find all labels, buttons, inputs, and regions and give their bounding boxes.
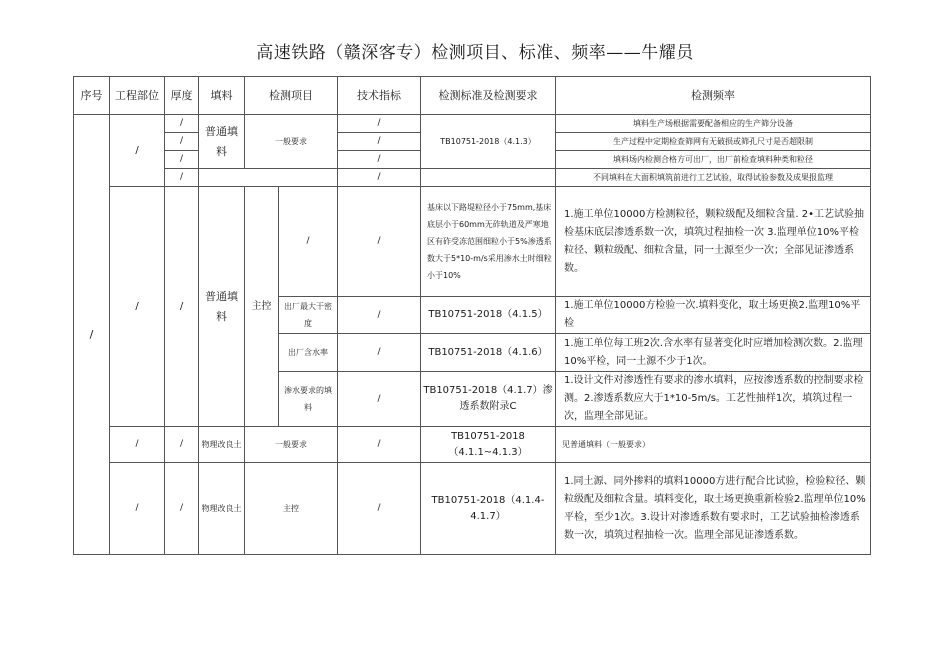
thickness-cell: / (165, 169, 199, 187)
standard-cell: TB10751-2018（4.1.3） (421, 115, 556, 169)
table-row (74, 187, 871, 297)
item-cell: 主控 (245, 463, 338, 555)
standard-cell: 基床以下路堤粒径小于75mm,基床底层小于60mm无砟轨道及严寒地区有砟受冻范围细粒小于5%渗透系数大于5*10-m/s采用渗水土时细粒小于10% (421, 187, 556, 297)
spec-cell: / (338, 463, 421, 555)
fill-cell: 物理改良土 (199, 463, 245, 555)
seq-cell: / (74, 115, 110, 555)
frequency-cell: 1.施工单位10000方检验一次.填料变化，取土场更换2.监理10%平检 (556, 297, 871, 334)
spec-cell: / (338, 334, 421, 372)
spec-cell: / (338, 169, 421, 187)
spec-cell: / (338, 151, 421, 169)
item-cell: 出厂最大干密度 (279, 297, 338, 334)
spec-cell: / (338, 372, 421, 427)
empty-cell (199, 169, 338, 187)
item-cell: 一般要求 (245, 427, 338, 463)
spec-cell: / (338, 427, 421, 463)
header-frequency: 检测频率 (556, 77, 871, 115)
frequency-cell: 填料场内检测合格方可出厂，出厂前检查填料种类和粒径 (556, 151, 871, 169)
header-item: 检测项目 (245, 77, 338, 115)
header-thickness: 厚度 (165, 77, 199, 115)
thickness-cell: / (165, 133, 199, 151)
frequency-cell: 1.施工单位每工班2次.含水率有显著变化时应增加检测次数。2.监理10%平检，同一土源不少于1次。 (556, 334, 871, 372)
frequency-cell: 1.施工单位10000方检测粒径，颗粒级配及细粒含量. 2•工艺试验抽检基床底层渗透系数一次，填筑过程抽检一次 3.监理单位10%平检粒径、颗粒级配、细粒含量，同一土源至少一次；全部见证渗透系数。 (556, 187, 871, 297)
fill-cell: 物理改良土 (199, 427, 245, 463)
part-cell: / (110, 427, 165, 463)
header-part: 工程部位 (110, 77, 165, 115)
thickness-cell: / (165, 187, 199, 427)
part-cell: / (110, 115, 165, 187)
thickness-cell: / (165, 151, 199, 169)
item-cell: 出厂含水率 (279, 334, 338, 372)
table-row (74, 169, 871, 187)
header-standard: 检测标准及检测要求 (421, 77, 556, 115)
frequency-cell: 填料生产场根据需要配备相应的生产筛分设备 (556, 115, 871, 133)
standard-cell: TB10751-2018（4.1.5） (421, 297, 556, 334)
header-row (74, 77, 871, 115)
empty-cell (421, 169, 556, 187)
header-spec: 技术指标 (338, 77, 421, 115)
thickness-cell: / (165, 463, 199, 555)
frequency-cell: 1.设计文件对渗透性有要求的渗水填料，应按渗透系数的控制要求检测。2.渗透系数应大于1*10-5m/s。工艺性抽样1次，填筑过程一次，监理全部见证。 (556, 372, 871, 427)
item-cell: 渗水要求的填料 (279, 372, 338, 427)
frequency-cell: 见普通填料（一般要求） (556, 427, 871, 463)
standard-cell: TB10751-2018（4.1.6） (421, 334, 556, 372)
part-cell: / (110, 187, 165, 427)
table-row (74, 427, 871, 463)
header-seq: 序号 (74, 77, 110, 115)
thickness-cell: / (165, 115, 199, 133)
item-cell: / (279, 187, 338, 297)
spec-cell: / (338, 115, 421, 133)
inspection-table (73, 76, 871, 555)
frequency-cell: 1.同土源、同外掺料的填料10000方进行配合比试验，检验粒径、颗粒级配及细粒含量。填料变化，取土场更换重新检验2.监理单位10%平检，至少1次。3.设计对渗透系数有要求时，工艺试验抽检渗透系数一次，填筑过程抽检一次。监理全部见证渗透系数。 (556, 463, 871, 555)
table-row (74, 115, 871, 133)
header-fill: 填料 (199, 77, 245, 115)
frequency-cell: 生产过程中定期检查筛网有无破损或筛孔尺寸是否超限制 (556, 133, 871, 151)
frequency-cell: 不同填料在大面积填筑前进行工艺试验，取得试验参数及成果报监理 (556, 169, 871, 187)
spec-cell: / (338, 133, 421, 151)
thickness-cell: / (165, 427, 199, 463)
standard-cell: TB10751-2018（4.1.7）渗透系数附录C (421, 372, 556, 427)
spec-cell: / (338, 187, 421, 297)
item-cell: 一般要求 (245, 115, 338, 169)
standard-cell: TB10751-2018（4.1.1~4.1.3） (421, 427, 556, 463)
table-row (74, 463, 871, 555)
standard-cell: TB10751-2018（4.1.4-4.1.7） (421, 463, 556, 555)
spec-cell: / (338, 297, 421, 334)
part-cell: / (110, 463, 165, 555)
fill-cell: 普通填料 (199, 115, 245, 169)
page-title: 高速铁路（赣深客专）检测项目、标准、频率——牛耀员 (256, 43, 694, 63)
fill-cell: 普通填料 (199, 187, 245, 427)
control-cell: 主控 (245, 187, 279, 427)
